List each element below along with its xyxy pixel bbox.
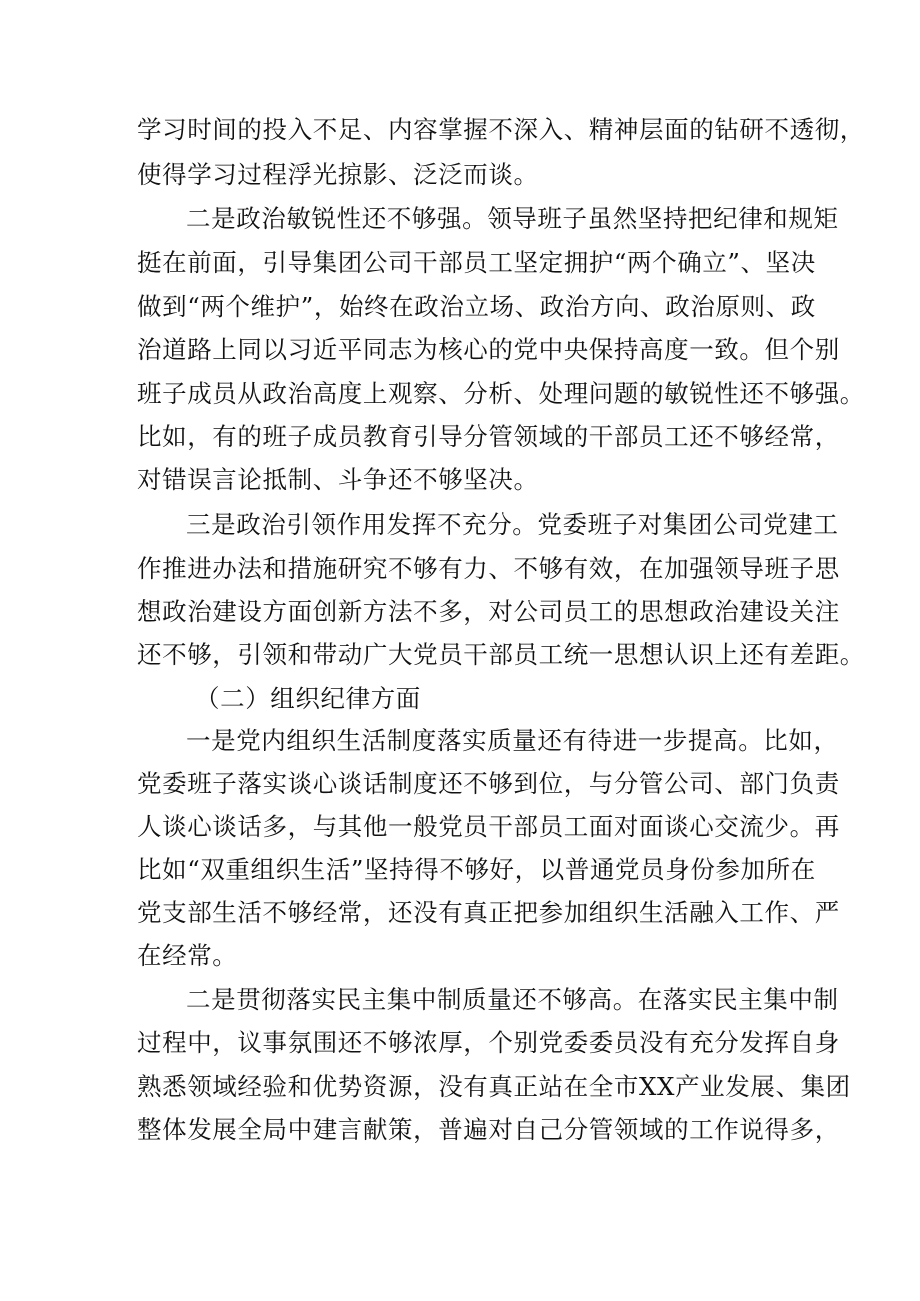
text-line: 党支部生活不够经常，还没有真正把参加组织生活融入工作、严 <box>137 898 840 927</box>
text-line: 过程中，议事氛围还不够浓厚，个别党委委员没有充分发挥自身 <box>137 1028 840 1057</box>
text-line: 做到“两个维护”，始终在政治立场、政治方向、政治原则、政 <box>137 292 816 321</box>
text-line: 人谈心谈话多，与其他一般党员干部员工面对面谈心交流少。再 <box>137 812 840 841</box>
text-line: 熟悉领域经验和优势资源，没有真正站在全市XX产业发展、集团 <box>137 1072 851 1101</box>
section-heading: （二）组织纪律方面 <box>195 684 421 713</box>
text-line: 对错误言论抵制、斗争还不够坚决。 <box>137 465 539 494</box>
text-line: 比如，有的班子成员教育引导分管领域的干部员工还不够经常， <box>137 422 840 451</box>
text-line: 班子成员从政治高度上观察、分析、处理问题的敏锐性还不够强。 <box>137 379 865 408</box>
text-line: 比如“双重组织生活”坚持得不够好，以普通党员身份参加所在 <box>137 855 816 884</box>
text-line: 在经常。 <box>137 941 238 970</box>
paragraph-start-line: 二是政治敏锐性还不够强。领导班子虽然坚持把纪律和规矩 <box>186 204 839 233</box>
text-line: 还不够，引领和带动广大党员干部员工统一思想认识上还有差距。 <box>137 640 865 669</box>
text-line: 党委班子落实谈心谈话制度还不够到位，与分管公司、部门负责 <box>137 769 840 798</box>
paragraph-start-line: 二是贯彻落实民主集中制质量还不够高。在落实民主集中制 <box>186 985 839 1014</box>
text-line: 学习时间的投入不足、内容掌握不深入、精神层面的钻研不透彻， <box>137 115 865 144</box>
paragraph-start-line: 一是党内组织生活制度落实质量还有待进一步提高。比如， <box>186 726 839 755</box>
text-line: 治道路上同以习近平同志为核心的党中央保持高度一致。但个别 <box>137 335 840 364</box>
text-line: 想政治建设方面创新方法不多，对公司员工的思想政治建设关注 <box>137 597 840 626</box>
text-line: 作推进办法和措施研究不够有力、不够有效，在加强领导班子思 <box>137 554 840 583</box>
text-line: 挺在前面，引导集团公司干部员工坚定拥护“两个确立”、坚决 <box>137 248 816 277</box>
text-line: 使得学习过程浮光掠影、泛泛而谈。 <box>137 160 539 189</box>
paragraph-start-line: 三是政治引领作用发挥不充分。党委班子对集团公司党建工 <box>186 510 839 539</box>
text-line: 整体发展全局中建言献策，普遍对自己分管领域的工作说得多， <box>137 1115 840 1144</box>
